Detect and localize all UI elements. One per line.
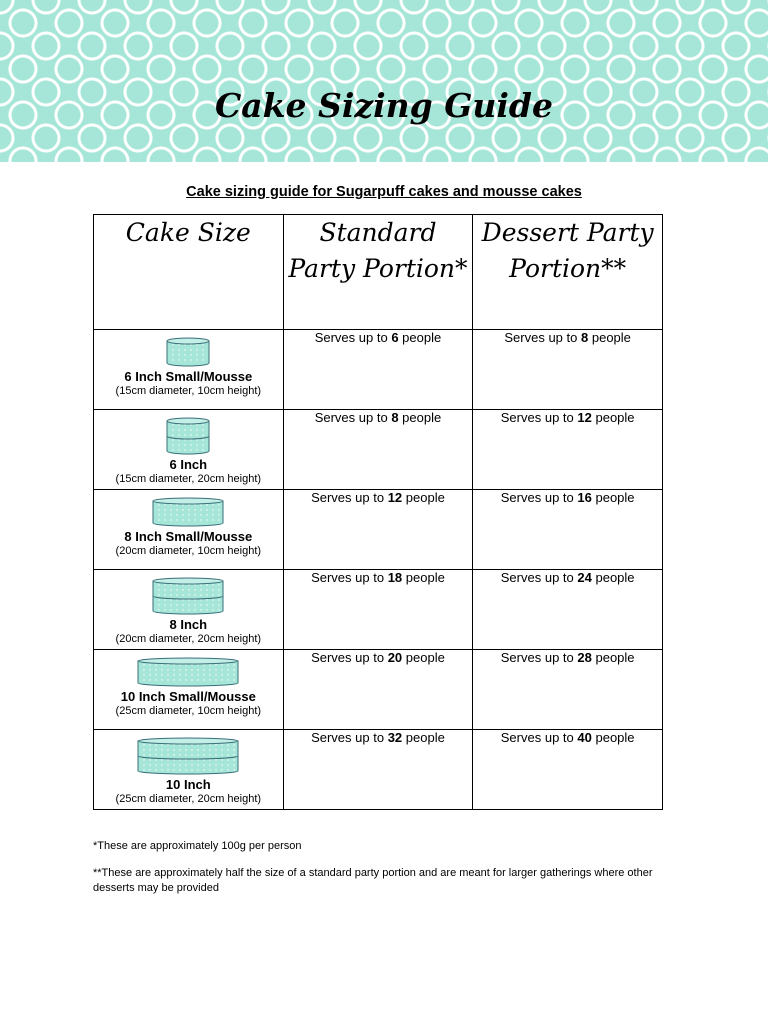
cake-size-dimensions: (25cm diameter, 20cm height)	[115, 793, 262, 805]
serves-count: 18	[387, 570, 403, 585]
footnote-standard: *These are approximately 100g per person	[93, 840, 302, 852]
cake-6-tall-icon	[165, 416, 211, 456]
cake-size-cell	[94, 730, 284, 810]
cake-6-small-icon	[165, 336, 211, 368]
cake-size-name: 6 Inch Small/Mousse	[124, 369, 253, 384]
serves-suffix: people	[595, 730, 635, 745]
serves-suffix: people	[595, 410, 635, 425]
column-header-standard-portion: Standard Party Portion*	[283, 215, 473, 330]
page-title	[0, 84, 768, 127]
table-row	[94, 650, 663, 730]
dessert-portion-cell	[473, 570, 663, 650]
serves-count: 20	[387, 650, 403, 665]
serves-suffix: people	[591, 330, 631, 345]
standard-portion-cell	[283, 330, 473, 410]
cake-size-dimensions: (15cm diameter, 10cm height)	[115, 385, 262, 397]
dessert-portion-cell	[473, 410, 663, 490]
cake-size-name: 8 Inch Small/Mousse	[124, 529, 253, 544]
cake-8-small-icon	[151, 496, 225, 528]
column-header-cake-size: Cake Size	[94, 215, 284, 330]
serves-count: 16	[577, 490, 592, 505]
cake-8-tall-icon	[151, 576, 225, 616]
serves-count: 28	[577, 650, 592, 665]
standard-portion-cell	[283, 410, 473, 490]
cake-size-name: 8 Inch	[169, 617, 208, 632]
serves-prefix: Serves up to	[311, 570, 385, 585]
serves-prefix: Serves up to	[500, 570, 574, 585]
serves-prefix: Serves up to	[500, 490, 574, 505]
cake-size-dimensions: (25cm diameter, 10cm height)	[115, 705, 262, 717]
serves-suffix: people	[405, 650, 445, 665]
serves-count: 12	[387, 490, 403, 505]
serves-suffix: people	[402, 410, 442, 425]
serves-count: 24	[577, 570, 592, 585]
table-row	[94, 330, 663, 410]
cake-size-dimensions: (15cm diameter, 20cm height)	[115, 473, 262, 485]
serves-suffix: people	[595, 570, 635, 585]
serves-count: 8	[391, 410, 399, 425]
serves-suffix: people	[405, 490, 445, 505]
serves-prefix: Serves up to	[311, 490, 385, 505]
serves-suffix: people	[405, 570, 445, 585]
cake-size-cell	[94, 330, 284, 410]
dessert-portion-cell	[473, 650, 663, 730]
dessert-portion-cell	[473, 730, 663, 810]
column-header-dessert-portion: Dessert Party Portion**	[473, 215, 663, 330]
cake-size-cell	[94, 490, 284, 570]
serves-count: 8	[581, 330, 589, 345]
cake-10-tall-icon	[136, 736, 240, 776]
dessert-portion-cell	[473, 490, 663, 570]
page-title-text: Cake Sizing Guide	[215, 86, 553, 125]
cake-size-name: 10 Inch Small/Mousse	[120, 689, 256, 704]
serves-prefix: Serves up to	[311, 730, 385, 745]
serves-prefix: Serves up to	[311, 650, 385, 665]
standard-portion-cell	[283, 490, 473, 570]
cake-size-name: 10 Inch	[165, 777, 211, 792]
cake-size-dimensions: (20cm diameter, 20cm height)	[115, 633, 262, 645]
serves-prefix: Serves up to	[500, 730, 574, 745]
table-row	[94, 730, 663, 810]
cake-size-cell	[94, 410, 284, 490]
cake-size-cell	[94, 650, 284, 730]
table-row	[94, 490, 663, 570]
guide-subtitle: Cake sizing guide for Sugarpuff cakes and mousse cakes	[186, 184, 582, 200]
cake-size-name: 6 Inch	[169, 457, 208, 472]
footnote-dessert: **These are approximately half the size of a standard party portion and are meant for larger gatherings where other desserts may be provided	[93, 867, 653, 894]
table-header-row	[94, 215, 663, 330]
serves-prefix: Serves up to	[314, 410, 388, 425]
standard-portion-cell	[283, 650, 473, 730]
table-row	[94, 570, 663, 650]
serves-count: 32	[387, 730, 403, 745]
serves-count: 12	[577, 410, 592, 425]
serves-suffix: people	[595, 490, 635, 505]
serves-prefix: Serves up to	[500, 650, 574, 665]
serves-prefix: Serves up to	[314, 330, 388, 345]
cake-size-cell	[94, 570, 284, 650]
header-banner	[0, 0, 768, 162]
serves-prefix: Serves up to	[504, 330, 578, 345]
serves-suffix: people	[595, 650, 635, 665]
cake-10-small-icon	[136, 656, 240, 688]
serves-suffix: people	[405, 730, 445, 745]
table-row	[94, 410, 663, 490]
standard-portion-cell	[283, 570, 473, 650]
cake-size-dimensions: (20cm diameter, 10cm height)	[115, 545, 262, 557]
dessert-portion-cell	[473, 330, 663, 410]
serves-count: 6	[391, 330, 399, 345]
serves-prefix: Serves up to	[500, 410, 574, 425]
cake-sizing-table	[93, 214, 663, 810]
standard-portion-cell	[283, 730, 473, 810]
serves-suffix: people	[402, 330, 442, 345]
serves-count: 40	[577, 730, 592, 745]
